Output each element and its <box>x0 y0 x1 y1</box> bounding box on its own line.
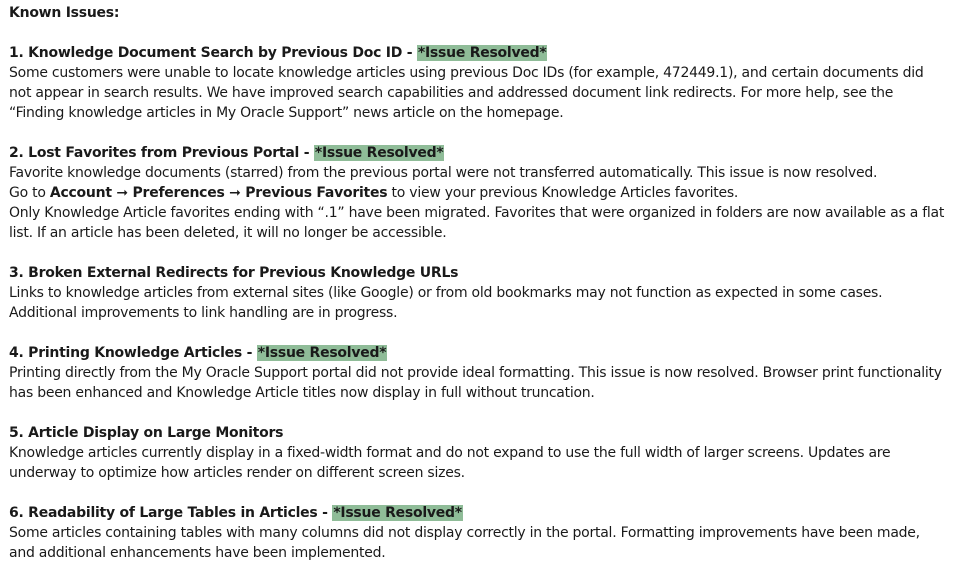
issue-4-body: Printing directly from the My Oracle Support portal did not provide ideal formatting. This issue is now resolved. Browser print functionality has been enhanced and Knowledge Article titles now display in full without truncation. <box>9 365 942 401</box>
issue-6 <box>9 503 949 563</box>
issue-6-title-line <box>9 503 949 523</box>
issue-1-resolved-badge: *Issue Resolved* <box>417 45 547 61</box>
issue-6-resolved-badge: *Issue Resolved* <box>333 505 462 521</box>
issue-2-body-line-3: Only Knowledge Article favorites ending with “.1” have been migrated. Favorites that were organized in folders are now available as a flat list. If an article has been deleted, it will no longer be accessible. <box>9 205 945 241</box>
issue-6-title: 6. Readability of Large Tables in Articles - <box>9 505 333 521</box>
issue-3-title: 3. Broken External Redirects for Previous Knowledge URLs <box>9 265 459 281</box>
path-preferences: Preferences <box>132 185 225 201</box>
issue-4-title-line <box>9 343 949 363</box>
issue-3 <box>9 263 949 323</box>
path-previous-favorites: Previous Favorites <box>245 185 388 201</box>
issue-1-title: 1. Knowledge Document Search by Previous Doc ID - <box>9 45 417 61</box>
issue-2 <box>9 143 949 243</box>
issue-2-title-line <box>9 143 949 163</box>
issue-1-title-line <box>9 43 949 63</box>
issue-1-body: Some customers were unable to locate knowledge articles using previous Doc IDs (for example, 472449.1), and certain documents did not appear in search results. We have improved search capabilities and addressed document link redirects. For more help, see the “Finding knowledge articles in My Oracle Support” news article on the homepage. <box>9 65 924 121</box>
arrow-right-icon: ➞ <box>111 185 133 201</box>
issue-2-resolved-badge: *Issue Resolved* <box>314 145 444 161</box>
issue-6-body: Some articles containing tables with many columns did not display correctly in the portal. Formatting improvements have been made, and additional enhancements have been implemented. <box>9 525 920 561</box>
issue-4 <box>9 343 949 403</box>
issue-5 <box>9 423 949 483</box>
issue-2-navigation-instructions <box>9 183 949 203</box>
path-account: Account <box>49 185 112 201</box>
known-issues-document <box>9 3 949 583</box>
goto-prefix: Go to <box>9 185 50 201</box>
issue-4-resolved-badge: *Issue Resolved* <box>257 345 387 361</box>
issue-1 <box>9 43 949 123</box>
issue-2-body-line-1: Favorite knowledge documents (starred) from the previous portal were not transferred automatically. This issue is now resolved. <box>9 165 878 181</box>
issue-5-title: 5. Article Display on Large Monitors <box>9 425 284 441</box>
issue-2-title: 2. Lost Favorites from Previous Portal - <box>9 145 314 161</box>
arrow-right-icon: ➞ <box>224 185 246 201</box>
issue-4-title: 4. Printing Knowledge Articles - <box>9 345 257 361</box>
issue-3-body: Links to knowledge articles from external sites (like Google) or from old bookmarks may not function as expected in some cases. Additional improvements to link handling are in progress. <box>9 285 883 321</box>
goto-suffix: to view your previous Knowledge Articles favorites. <box>387 185 739 201</box>
issue-5-body: Knowledge articles currently display in a fixed-width format and do not expand to use the full width of larger screens. Updates are underway to optimize how articles render on different screen sizes. <box>9 445 891 481</box>
page-heading: Known Issues: <box>9 5 120 21</box>
